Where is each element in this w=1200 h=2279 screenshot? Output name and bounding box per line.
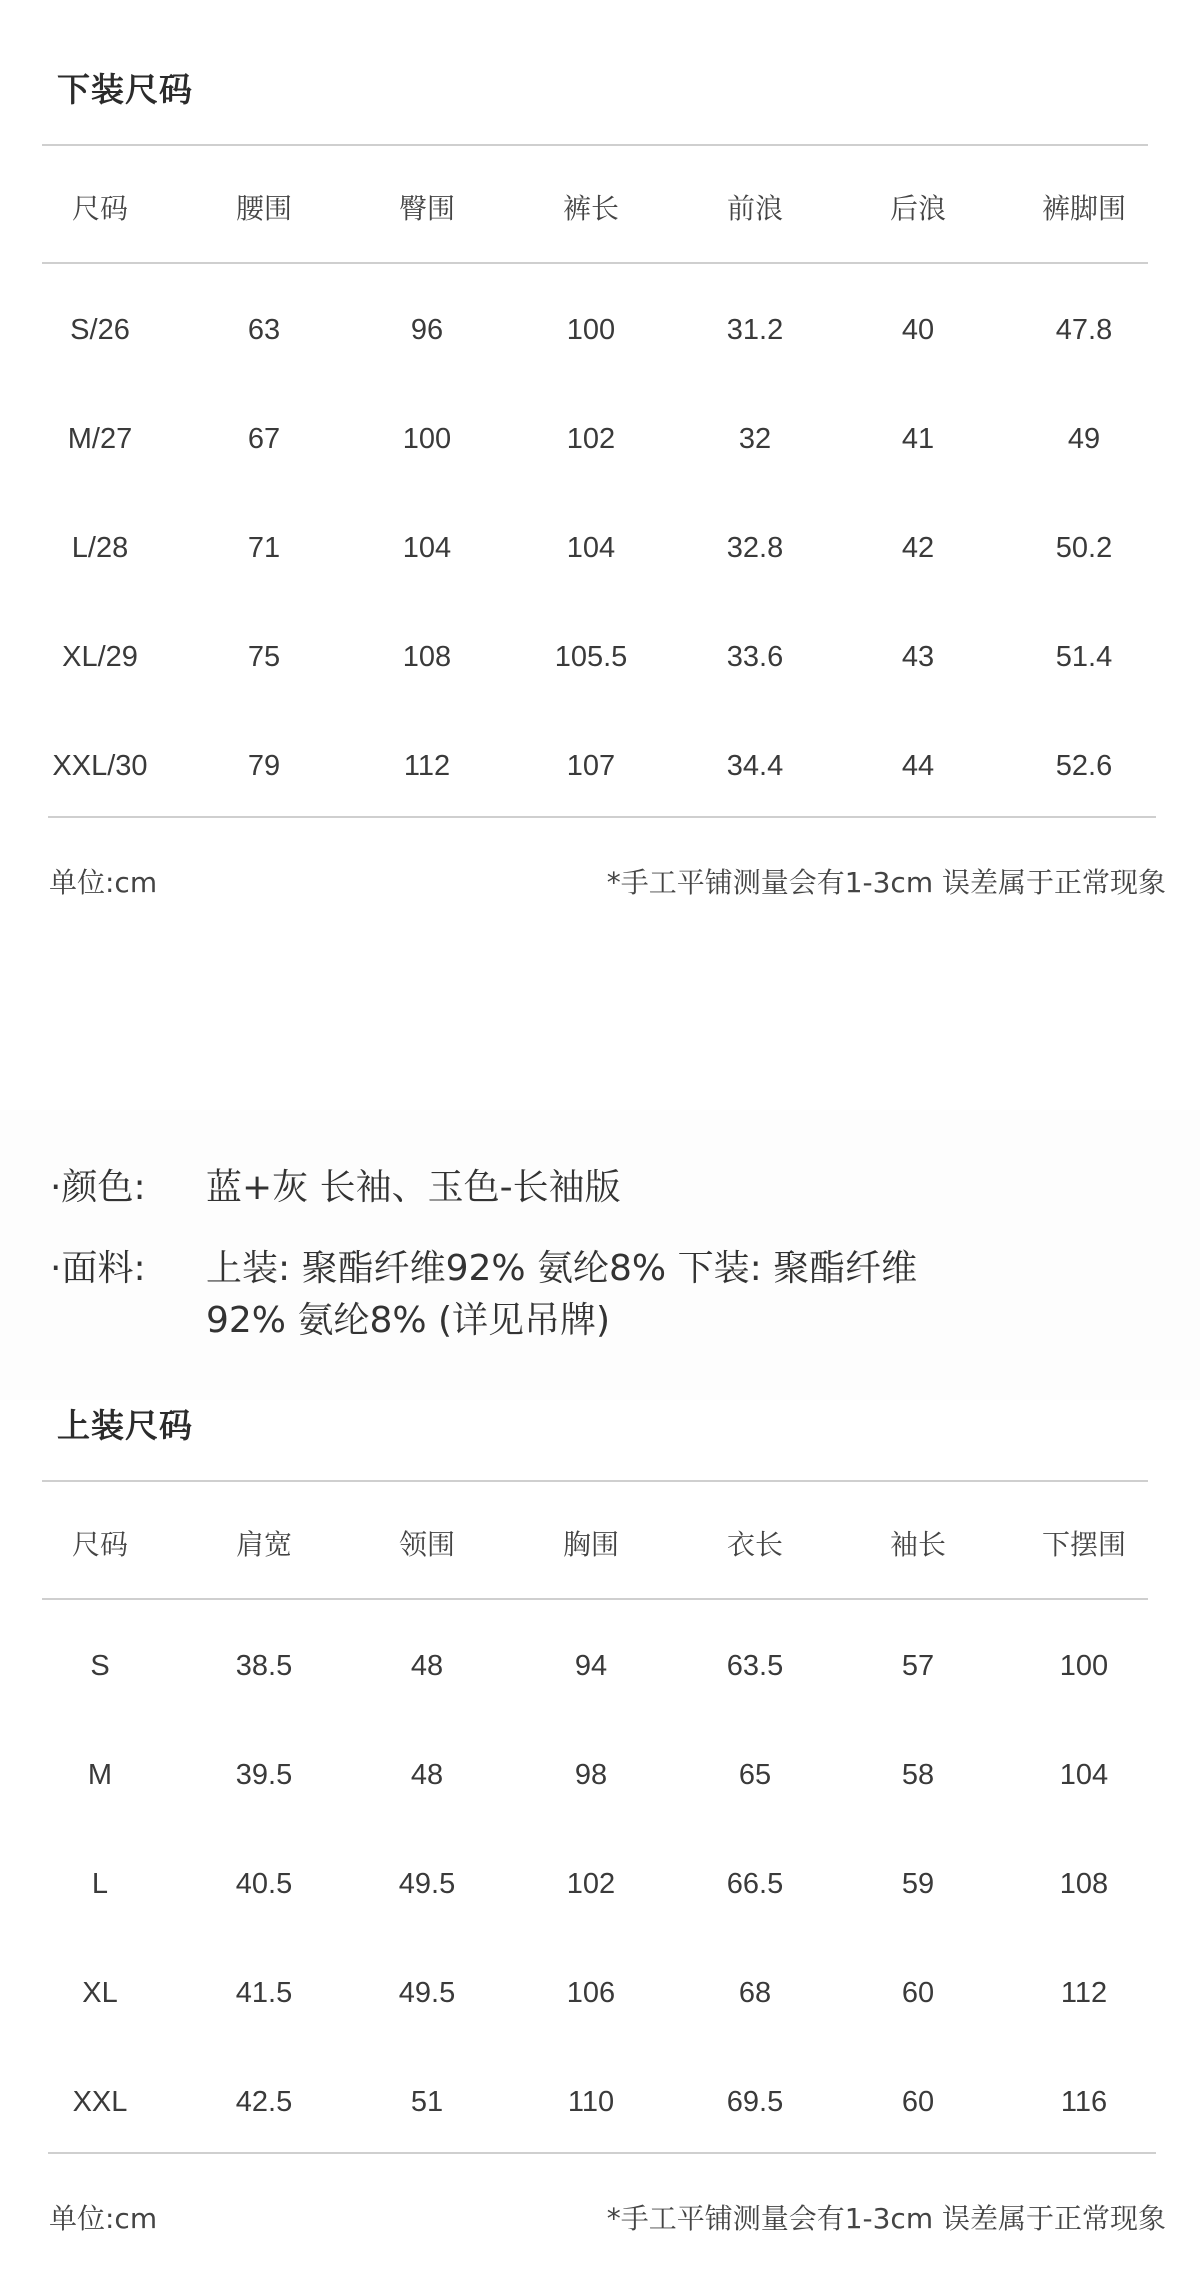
header-cell: 臀围 <box>398 192 456 225</box>
table-cell: 32 <box>738 423 772 455</box>
table-cell: 49 <box>1067 423 1101 455</box>
table-cell: 34.4 <box>726 750 784 782</box>
table-cell: 110 <box>567 2086 615 2118</box>
table-cell: 102 <box>566 1868 616 1900</box>
table-cell: 48 <box>410 1759 444 1791</box>
product-info <box>0 1110 1200 1400</box>
table-cell: 104 <box>402 532 452 564</box>
table-cell: XL/29 <box>62 641 138 673</box>
table-header-row <box>42 179 1162 239</box>
table-cell: 60 <box>901 2086 935 2118</box>
table-cell: S/26 <box>70 314 130 346</box>
table-cell: 31.2 <box>726 314 784 346</box>
table-cell: 108 <box>402 641 452 673</box>
table-cell: 105.5 <box>554 641 628 673</box>
tops-size-title: 上装尺码 <box>57 1406 193 1445</box>
table-cell: 100 <box>1059 1650 1109 1682</box>
divider <box>48 816 1156 818</box>
bottoms-size-title: 下装尺码 <box>57 70 193 109</box>
header-cell: 后浪 <box>889 192 947 225</box>
table-cell: 52.6 <box>1055 750 1113 782</box>
table-cell: 67 <box>247 423 281 455</box>
table-row <box>42 1963 1162 2023</box>
fabric-value-line2: 92% 氨纶8% (详见吊牌) <box>206 1300 611 1341</box>
table-cell: 51 <box>410 2086 444 2118</box>
header-cell: 尺码 <box>71 192 129 225</box>
table-cell: 38.5 <box>235 1650 293 1682</box>
header-cell: 领围 <box>398 1528 456 1561</box>
table-cell: 108 <box>1059 1868 1109 1900</box>
table-cell: 33.6 <box>726 641 784 673</box>
table-cell: 49.5 <box>398 1868 456 1900</box>
table-cell: 63.5 <box>726 1650 784 1682</box>
table-cell: 112 <box>403 750 451 782</box>
table-cell: 50.2 <box>1055 532 1113 564</box>
table-cell: S <box>90 1650 110 1682</box>
table-cell: 42.5 <box>235 2086 293 2118</box>
table-cell: 41.5 <box>235 1977 293 2009</box>
table-cell: 94 <box>574 1650 608 1682</box>
table-cell: XXL/30 <box>52 750 148 782</box>
table-cell: 106 <box>566 1977 616 2009</box>
header-cell: 尺码 <box>71 1528 129 1561</box>
header-cell: 裤脚围 <box>1041 192 1127 225</box>
header-cell: 胸围 <box>562 1528 620 1561</box>
table-row <box>42 1636 1162 1696</box>
table-cell: 51.4 <box>1055 641 1113 673</box>
fabric-label: ·面料: <box>50 1248 146 1289</box>
color-label: ·颜色: <box>50 1167 146 1208</box>
table-cell: 60 <box>901 1977 935 2009</box>
table-cell: 116 <box>1060 2086 1108 2118</box>
table-cell: 59 <box>901 1868 935 1900</box>
table-cell: 100 <box>566 314 616 346</box>
table-cell: 75 <box>247 641 281 673</box>
table-cell: 98 <box>574 1759 608 1791</box>
table-header-row <box>42 1515 1162 1575</box>
table-cell: L <box>91 1868 109 1900</box>
table-row <box>42 736 1162 796</box>
table-row <box>42 300 1162 360</box>
table-cell: 32.8 <box>726 532 784 564</box>
table-cell: XL <box>82 1977 118 2009</box>
header-cell: 裤长 <box>562 192 620 225</box>
table-cell: 79 <box>247 750 281 782</box>
header-cell: 前浪 <box>726 192 784 225</box>
table-cell: 39.5 <box>235 1759 293 1791</box>
table-cell: 104 <box>566 532 616 564</box>
table-row <box>42 1745 1162 1805</box>
table-cell: XXL <box>72 2086 128 2118</box>
table-cell: 40 <box>901 314 935 346</box>
header-cell: 下摆围 <box>1041 1528 1127 1561</box>
table-cell: 102 <box>566 423 616 455</box>
table-cell: 96 <box>410 314 444 346</box>
table-cell: 42 <box>901 532 935 564</box>
table-cell: 107 <box>566 750 616 782</box>
table-cell: M <box>87 1759 113 1791</box>
table-cell: 58 <box>901 1759 935 1791</box>
divider <box>48 2152 1156 2154</box>
header-cell: 袖长 <box>889 1528 947 1561</box>
table-row <box>42 2072 1162 2132</box>
table-cell: 65 <box>738 1759 772 1791</box>
table-row <box>42 1854 1162 1914</box>
divider <box>42 144 1148 146</box>
color-value: 蓝+灰 长袖、玉色-长袖版 <box>206 1167 621 1208</box>
table-cell: 71 <box>247 532 281 564</box>
table-cell: 48 <box>410 1650 444 1682</box>
divider <box>42 1480 1148 1482</box>
table-row <box>42 518 1162 578</box>
divider <box>42 1598 1148 1600</box>
table-cell: 63 <box>247 314 281 346</box>
header-cell: 肩宽 <box>235 1528 293 1561</box>
table-cell: 112 <box>1060 1977 1108 2009</box>
table-cell: 57 <box>901 1650 935 1682</box>
table-cell: M/27 <box>67 423 133 455</box>
table-cell: 47.8 <box>1055 314 1113 346</box>
table-row <box>42 409 1162 469</box>
table-cell: 68 <box>738 1977 772 2009</box>
unit-label: 单位:cm <box>49 2202 158 2235</box>
measurement-note: *手工平铺测量会有1-3cm 误差属于正常现象 <box>606 866 1166 899</box>
table-cell: 44 <box>901 750 935 782</box>
header-cell: 腰围 <box>235 192 293 225</box>
measurement-note: *手工平铺测量会有1-3cm 误差属于正常现象 <box>606 2202 1166 2235</box>
table-cell: 66.5 <box>726 1868 784 1900</box>
table-cell: 41 <box>901 423 935 455</box>
table-cell: 69.5 <box>726 2086 784 2118</box>
header-cell: 衣长 <box>726 1528 784 1561</box>
table-cell: 43 <box>901 641 935 673</box>
table-cell: 40.5 <box>235 1868 293 1900</box>
table-cell: 100 <box>402 423 452 455</box>
table-cell: 49.5 <box>398 1977 456 2009</box>
table-cell: L/28 <box>71 532 129 564</box>
divider <box>42 262 1148 264</box>
table-row <box>42 627 1162 687</box>
table-cell: 104 <box>1059 1759 1109 1791</box>
unit-label: 单位:cm <box>49 866 158 899</box>
fabric-value-line1: 上装: 聚酯纤维92% 氨纶8% 下装: 聚酯纤维 <box>206 1248 918 1289</box>
